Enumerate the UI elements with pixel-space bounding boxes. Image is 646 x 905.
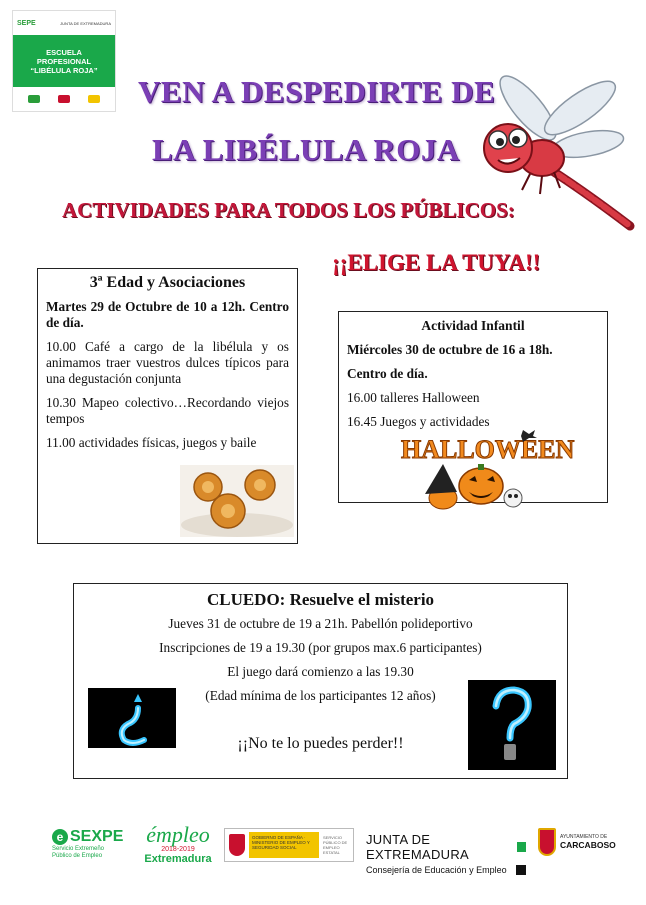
junta-name: JUNTA DE EXTREMADURA [366, 832, 469, 862]
ministry-label: GOBIERNO DE ESPAÑA · MINISTERIO DE EMPLEO Y SEGURIDAD SOCIAL [249, 832, 319, 858]
carcaboso-council-logo [538, 828, 628, 856]
cluedo-min-age: (Edad mínima de los participantes 12 años) [205, 688, 436, 703]
subtitle: ACTIVIDADES PARA TODOS LOS PÚBLICOS: [62, 198, 515, 222]
sexpe-sub2: Público de Empleo [52, 853, 103, 859]
senior-item-physical: 11.00 actividades físicas, juegos y baile [46, 435, 257, 450]
senior-schedule: Martes 29 de Octubre de 10 a 12h. Centro de día. [46, 299, 289, 330]
empleo-word: émpleo [146, 822, 210, 847]
dragonfly-illustration [470, 78, 640, 238]
cluedo-heading: CLUEDO: Resuelve el misterio [206, 590, 435, 609]
cluedo-closing: ¡¡No te lo puedes perder!! [237, 735, 404, 752]
sponsor-logos [0, 820, 646, 880]
cluedo-start-time: El juego dará comienzo a las 19.30 [227, 664, 414, 679]
badge-logo-red [58, 95, 70, 103]
school-badge [12, 10, 116, 112]
child-item-games: 16.45 Juegos y actividades [347, 414, 490, 429]
inverted-question-mark-icon [88, 688, 176, 748]
badge-school-name [13, 35, 115, 87]
senior-heading: 3ª Edad y Asociaciones [89, 274, 246, 291]
choose-yours-callout: ¡¡ELIGE LA TUYA!! [332, 250, 541, 275]
government-ministry-logo [224, 828, 354, 862]
question-mark-icon [468, 680, 556, 770]
black-square-icon [516, 865, 526, 875]
pastries-photo [180, 465, 294, 537]
empleo-years: 2018-2019 [161, 846, 195, 853]
spain-coat-of-arms-icon [229, 834, 245, 856]
badge-line2: PROFESIONAL [36, 56, 92, 66]
sepe-mini-logo: SEPE [17, 19, 36, 27]
junta-mini-logo: JUNTA DE EXTREMADURA [60, 20, 111, 26]
cluedo-schedule: Jueves 31 de octubre de 19 a 21h. Pabellón polideportivo [168, 616, 473, 631]
sexpe-logo [52, 828, 124, 860]
senior-activities-box [37, 268, 298, 544]
badge-line3: “LIBÉLULA ROJA” [30, 65, 98, 75]
senior-item-coffee: 10.00 Café a cargo de la libélula y os animamos traer vuestros dulces típicos para una degustación conjunta [46, 339, 289, 386]
children-activities-box [338, 311, 608, 503]
badge-line1: ESCUELA [46, 47, 82, 57]
ayto-name: CARCABOSO [560, 840, 616, 850]
child-heading: Actividad Infantil [421, 318, 525, 333]
empleo-region: Extremadura [144, 853, 212, 865]
badge-bottom-logos [13, 87, 115, 111]
cluedo-registration: Inscripciones de 19 a 19.30 (por grupos max.6 participantes) [159, 640, 482, 655]
halloween-illustration [395, 424, 575, 516]
badge-logo-yellow [88, 95, 100, 103]
child-item-workshops: 16.00 talleres Halloween [347, 390, 480, 405]
sexpe-sub1: Servicio Extremeño [52, 846, 105, 852]
title-line2: LA LIBÉLULA ROJA [152, 132, 460, 167]
junta-dept: Consejería de Educación y Empleo [366, 865, 507, 875]
halloween-banner-text: HALLOWEEN [401, 435, 575, 464]
green-square-icon [517, 842, 526, 852]
title-line1: VEN A DESPEDIRTE DE [138, 74, 496, 109]
cluedo-box [73, 583, 568, 779]
badge-top-logos [13, 11, 115, 35]
senior-item-mapping: 10.30 Mapeo colectivo…Recordando viejos tempos [46, 395, 289, 426]
empleo-plan-logo [138, 824, 218, 865]
child-place: Centro de día. [347, 366, 428, 381]
junta-extremadura-logo [366, 832, 526, 875]
carcaboso-shield-icon [538, 828, 556, 856]
child-schedule: Miércoles 30 de octubre de 16 a 18h. [347, 342, 553, 357]
sexpe-e-icon: e [52, 829, 68, 845]
ayto-label: AYUNTAMIENTO DE [560, 834, 608, 840]
sexpe-name: SEXPE [70, 828, 124, 845]
sepe-label: SERVICIO PÚBLICO DE EMPLEO ESTATAL [323, 835, 348, 855]
badge-logo-green [28, 95, 40, 103]
